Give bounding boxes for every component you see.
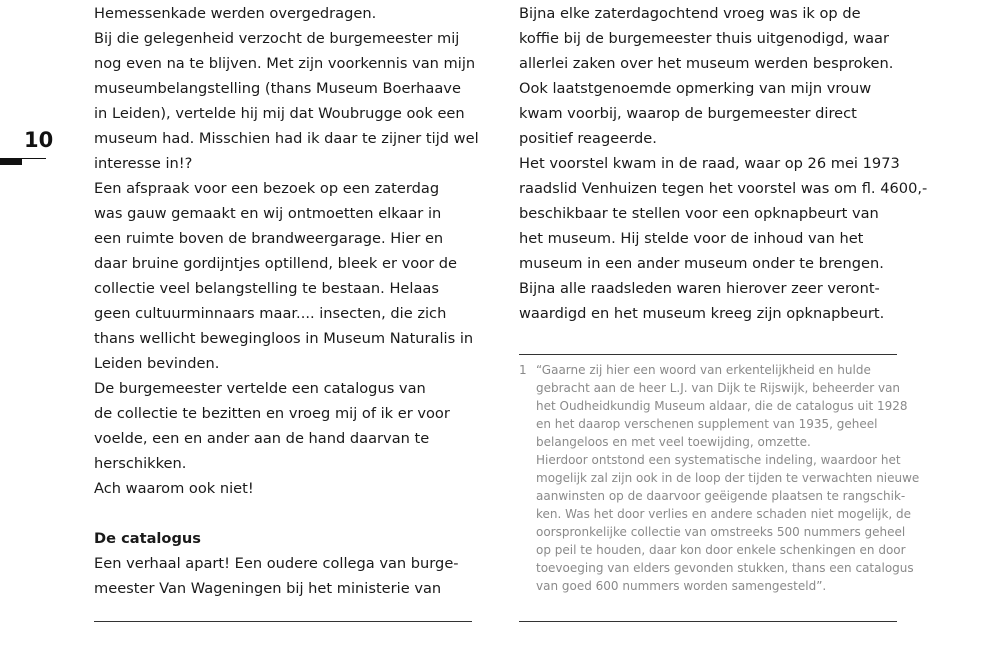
footnote-line: van goed 600 nummers worden samengesteld”.: [536, 579, 827, 593]
footnote-line: “Gaarne zij hier een woord van erkentelijkheid en hulde: [536, 363, 871, 377]
text-line: het museum. Hij stelde voor de inhoud van het: [519, 230, 864, 247]
text-line: beschikbaar te stellen voor een opknapbeurt van: [519, 205, 879, 222]
text-line: kwam voorbij, waarop de burgemeester direct: [519, 105, 857, 122]
text-line: in Leiden), vertelde hij mij dat Woubrugge ook een: [94, 105, 465, 122]
text-line: Ach waarom ook niet!: [94, 480, 254, 497]
right-column-bottom-rule: [519, 621, 897, 622]
text-line: Hemessenkade werden overgedragen.: [94, 5, 377, 22]
text-line: museumbelangstelling (thans Museum Boerhaave: [94, 80, 461, 97]
text-line: herschikken.: [94, 455, 187, 472]
text-line: de collectie te bezitten en vroeg mij of ik er voor: [94, 405, 450, 422]
text-line: geen cultuurminnaars maar.... insecten, die zich: [94, 305, 447, 322]
left-column-bottom-rule: [94, 621, 472, 622]
text-line: Bijna alle raadsleden waren hierover zeer veront-: [519, 280, 880, 297]
footnote-separator: [519, 354, 897, 355]
text-line: Bijna elke zaterdagochtend vroeg was ik op de: [519, 5, 861, 22]
page-number-bar: [0, 159, 22, 165]
text-line: positief reageerde.: [519, 130, 657, 147]
footnote-line: gebracht aan de heer L.J. van Dijk te Rijswijk, beheerder van: [536, 381, 901, 395]
text-line: interesse in!?: [94, 155, 193, 172]
text-line: museum in een ander museum onder te brengen.: [519, 255, 884, 272]
text-line: thans wellicht bewegingloos in Museum Naturalis in: [94, 330, 474, 347]
text-line: collectie veel belangstelling te bestaan. Helaas: [94, 280, 439, 297]
text-line: Ook laatstgenoemde opmerking van mijn vrouw: [519, 80, 872, 97]
left-column: [94, 1, 479, 601]
footnote-line: aanwinsten op de daarvoor geëigende plaatsen te rangschik-: [536, 489, 906, 503]
footnote-body: [536, 361, 919, 595]
footnote-line: oorspronkelijke collectie van omstreeks 500 nummers geheel: [536, 525, 906, 539]
footnote-number: 1: [519, 363, 527, 377]
footnote-line: belangeloos en met veel toewijding, omzette.: [536, 435, 811, 449]
text-line: daar bruine gordijntjes optillend, bleek er voor de: [94, 255, 457, 272]
text-line: Leiden bevinden.: [94, 355, 220, 372]
footnote-line: het Oudheidkundig Museum aldaar, die de catalogus uit 1928: [536, 399, 908, 413]
text-line: koffie bij de burgemeester thuis uitgenodigd, waar: [519, 30, 890, 47]
footnote-line: op peil te houden, daar kon door enkele schenkingen en door: [536, 543, 906, 557]
text-line: een ruimte boven de brandweergarage. Hier en: [94, 230, 444, 247]
text-line: Bij die gelegenheid verzocht de burgemeester mij: [94, 30, 460, 47]
footnote-line: mogelijk zal zijn ook in de loop der tijden te verwachten nieuwe: [536, 471, 920, 485]
section-heading: De catalogus: [94, 530, 201, 547]
text-line: voelde, een en ander aan de hand daarvan te: [94, 430, 430, 447]
text-line: Het voorstel kwam in de raad, waar op 26 mei 1973: [519, 155, 900, 172]
right-column: [519, 1, 927, 326]
footnote-line: Hierdoor ontstond een systematische indeling, waardoor het: [536, 453, 901, 467]
text-line: Een afspraak voor een bezoek op een zaterdag: [94, 180, 440, 197]
text-line: allerlei zaken over het museum werden besproken.: [519, 55, 894, 72]
text-line: museum had. Misschien had ik daar te zijner tijd wel: [94, 130, 479, 147]
text-line: Een verhaal apart! Een oudere collega van burge-: [94, 555, 459, 572]
footnote-line: ken. Was het door verlies en andere schaden niet mogelijk, de: [536, 507, 912, 521]
text-line: raadslid Venhuizen tegen het voorstel was om fl. 4600,-: [519, 180, 928, 197]
text-line: waardigd en het museum kreeg zijn opknapbeurt.: [519, 305, 885, 322]
text-line: was gauw gemaakt en wij ontmoetten elkaar in: [94, 205, 442, 222]
footnote-line: toevoeging van elders gevonden stukken, thans een catalogus: [536, 561, 914, 575]
text-line: De burgemeester vertelde een catalogus van: [94, 380, 426, 397]
page-number: 10: [24, 128, 54, 152]
footnote-line: en het daarop verschenen supplement van 1935, geheel: [536, 417, 878, 431]
text-line: nog even na te blijven. Met zijn voorkennis van mijn: [94, 55, 476, 72]
paragraph-gap: [94, 501, 479, 526]
text-line: meester Van Wageningen bij het ministerie van: [94, 580, 442, 597]
